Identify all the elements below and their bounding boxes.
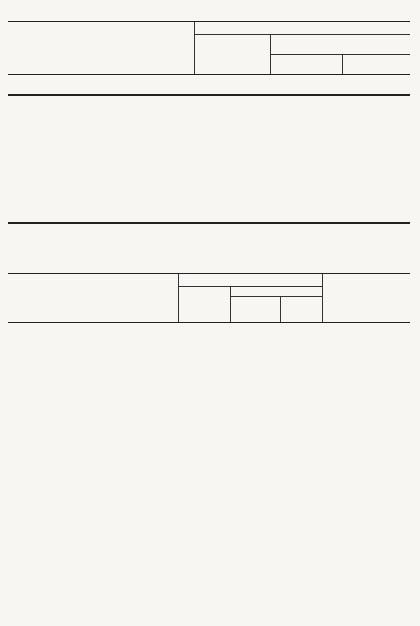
header-divider	[280, 296, 281, 322]
table-header	[8, 21, 410, 75]
section-divider	[8, 94, 410, 96]
header-divider	[178, 286, 322, 287]
header-divider	[194, 22, 195, 74]
header-divider	[178, 274, 179, 322]
header-divider	[230, 286, 231, 322]
section-divider	[8, 222, 410, 224]
header-divider	[194, 34, 410, 35]
header-divider	[322, 274, 323, 322]
header-divider	[230, 296, 322, 297]
derived-table-header	[8, 273, 410, 323]
header-divider	[270, 54, 410, 55]
header-divider	[342, 54, 343, 74]
